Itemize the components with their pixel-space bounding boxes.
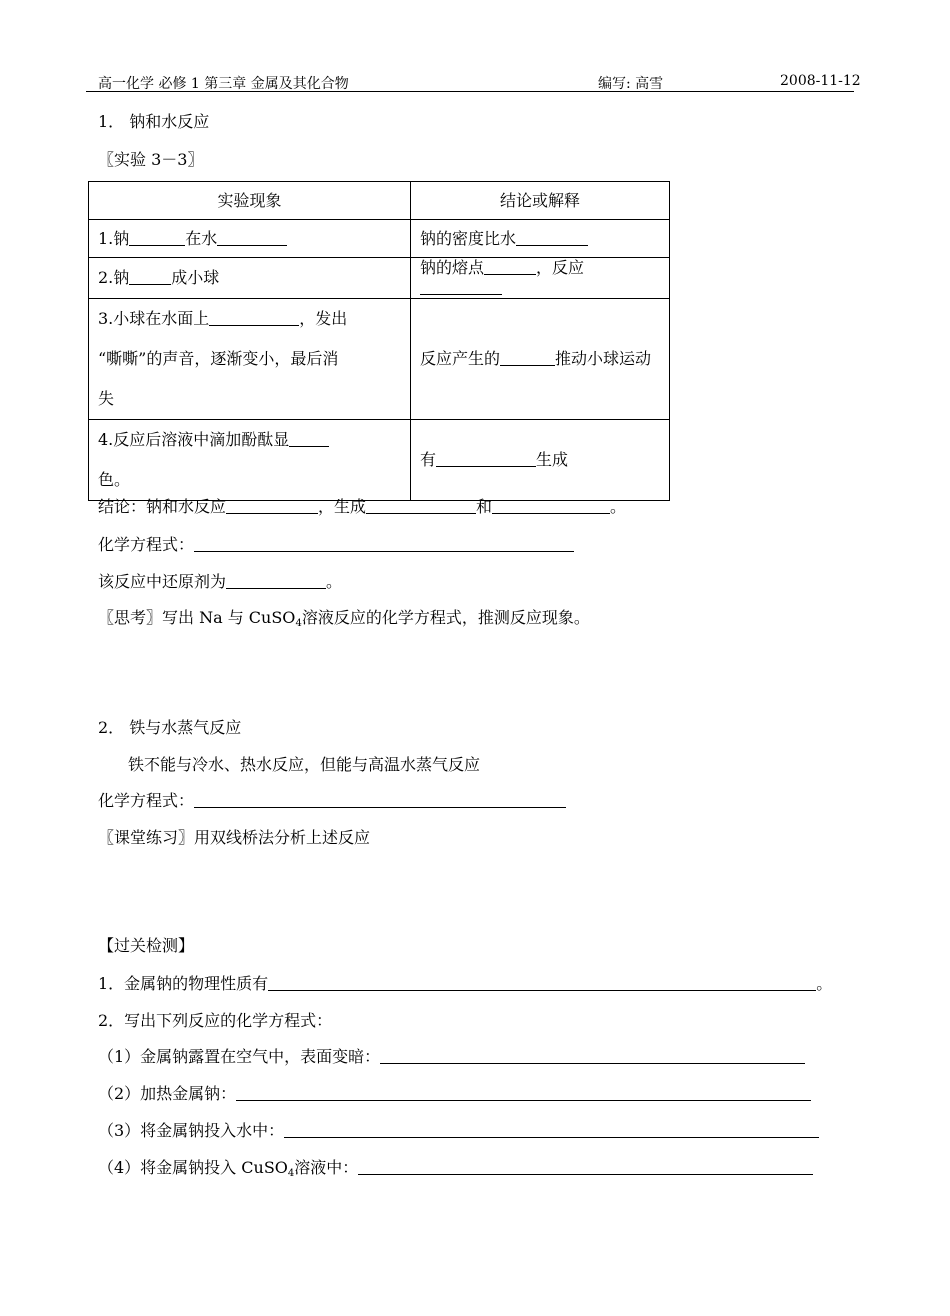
cell-text: 有 <box>420 450 437 469</box>
think-text: 〖思考〗写出 Na 与 CuSO <box>98 608 296 627</box>
fill-blank[interactable] <box>226 497 318 514</box>
fill-blank[interactable] <box>209 309 299 326</box>
cell-text: 钠的熔点 <box>420 258 485 277</box>
table-cell-phenomenon <box>89 258 411 299</box>
conclusion-text: 。 <box>610 497 627 516</box>
equation-line <box>98 791 566 811</box>
cell-text: 2.钠 <box>98 268 130 287</box>
header-left: 高一化学 必修 1 第三章 金属及其化合物 <box>98 76 349 92</box>
reducer-text: 该反应中还原剂为 <box>98 572 227 591</box>
cell-text: 3.小球在水面上 <box>98 309 210 328</box>
subscript: 4 <box>295 618 302 629</box>
question-text: 。 <box>816 974 833 993</box>
conclusion-line <box>98 497 626 517</box>
table-cell-phenomenon <box>89 299 411 420</box>
cell-text: 生成 <box>536 450 569 469</box>
cell-line <box>98 299 401 339</box>
cell-text: 1.钠 <box>98 228 130 248</box>
check-item <box>98 1047 805 1067</box>
item-label: （3）将金属钠投入水中： <box>98 1121 285 1140</box>
fill-blank[interactable] <box>129 229 185 246</box>
cell-text: 钠的密度比水 <box>420 228 517 248</box>
fill-blank[interactable] <box>358 1158 813 1175</box>
table-cell-conclusion <box>411 299 670 420</box>
fill-blank[interactable] <box>436 450 536 467</box>
fill-blank[interactable] <box>484 258 536 275</box>
fill-blank[interactable] <box>194 791 566 808</box>
table-header-phenomenon: 实验现象 <box>89 182 411 220</box>
cell-text: 成小球 <box>171 268 220 287</box>
reducer-line <box>98 572 342 592</box>
fill-blank[interactable] <box>420 278 502 295</box>
table-cell-phenomenon <box>89 220 411 258</box>
fill-blank[interactable] <box>217 229 287 246</box>
cell-text: 4.反应后溶液中滴加酚酞显 <box>98 430 290 449</box>
equation-line <box>98 535 574 555</box>
fill-blank[interactable] <box>366 497 476 514</box>
check-item <box>98 1084 811 1104</box>
conclusion-text: 结论：钠和水反应 <box>98 497 227 516</box>
fill-blank[interactable] <box>380 1047 805 1064</box>
fill-blank[interactable] <box>129 268 171 285</box>
question-text: 1．金属钠的物理性质有 <box>98 974 269 993</box>
item-label: （4）将金属钠投入 CuSO <box>98 1158 288 1177</box>
table-cell-phenomenon <box>89 420 411 501</box>
cell-line: “嘶嘶”的声音，逐渐变小，最后消 <box>98 349 339 368</box>
equation-label: 化学方程式： <box>98 535 195 554</box>
check-item <box>98 1121 819 1141</box>
cell-text: 推动小球运动 <box>555 349 652 368</box>
cell-line: 失 <box>98 389 115 408</box>
reducer-text: 。 <box>326 572 343 591</box>
fill-blank[interactable] <box>492 497 610 514</box>
cell-text: 反应产生的 <box>420 349 501 368</box>
cell-line <box>98 420 401 460</box>
check-q2: 2．写出下列反应的化学方程式： <box>98 1011 333 1030</box>
item-label: （2）加热金属钠： <box>98 1084 237 1103</box>
item-label: （1）金属钠露置在空气中，表面变暗： <box>98 1047 381 1066</box>
section2-description: 铁不能与冷水、热水反应，但能与高温水蒸气反应 <box>128 755 481 774</box>
think-line <box>98 608 590 628</box>
cell-line: 色。 <box>98 470 131 489</box>
experiment-table <box>88 181 670 501</box>
table-header-row <box>89 182 670 220</box>
cell-text: 在水 <box>185 228 218 248</box>
table-cell-conclusion <box>411 220 670 258</box>
fill-blank[interactable] <box>226 572 326 589</box>
fill-blank[interactable] <box>289 430 329 447</box>
practice-line: 〖课堂练习〗用双线桥法分析上述反应 <box>98 828 371 847</box>
cell-text: ，发出 <box>299 309 348 328</box>
table-row <box>89 258 670 299</box>
fill-blank[interactable] <box>500 349 555 366</box>
item-label: 溶液中： <box>294 1158 359 1177</box>
table-cell-conclusion <box>411 258 670 299</box>
conclusion-text: ，生成 <box>318 497 367 516</box>
table-header-conclusion: 结论或解释 <box>411 182 670 220</box>
table-row <box>89 299 670 420</box>
conclusion-text: 和 <box>476 497 493 516</box>
fill-blank[interactable] <box>236 1084 811 1101</box>
equation-label: 化学方程式： <box>98 791 195 810</box>
fill-blank[interactable] <box>194 535 574 552</box>
section2-title: 2． 铁与水蒸气反应 <box>98 718 242 737</box>
think-text: 溶液反应的化学方程式，推测反应现象。 <box>301 608 590 627</box>
header-date: 2008-11-12 <box>780 73 861 89</box>
fill-blank[interactable] <box>516 229 588 246</box>
header-rule <box>86 91 854 92</box>
header-author: 编写: 高雪 <box>598 76 664 92</box>
table-row <box>89 420 670 501</box>
subscript: 4 <box>287 1168 295 1179</box>
table-row <box>89 220 670 258</box>
check-title: 【过关检测】 <box>98 936 195 955</box>
fill-blank[interactable] <box>284 1121 819 1138</box>
check-item <box>98 1158 813 1178</box>
experiment-label: 〖实验 3－3〗 <box>98 150 204 169</box>
section1-title: 1． 钠和水反应 <box>98 112 210 131</box>
cell-text: ，反应 <box>536 258 585 277</box>
check-q1 <box>98 974 832 994</box>
table-cell-conclusion <box>411 420 670 501</box>
fill-blank[interactable] <box>268 974 816 991</box>
